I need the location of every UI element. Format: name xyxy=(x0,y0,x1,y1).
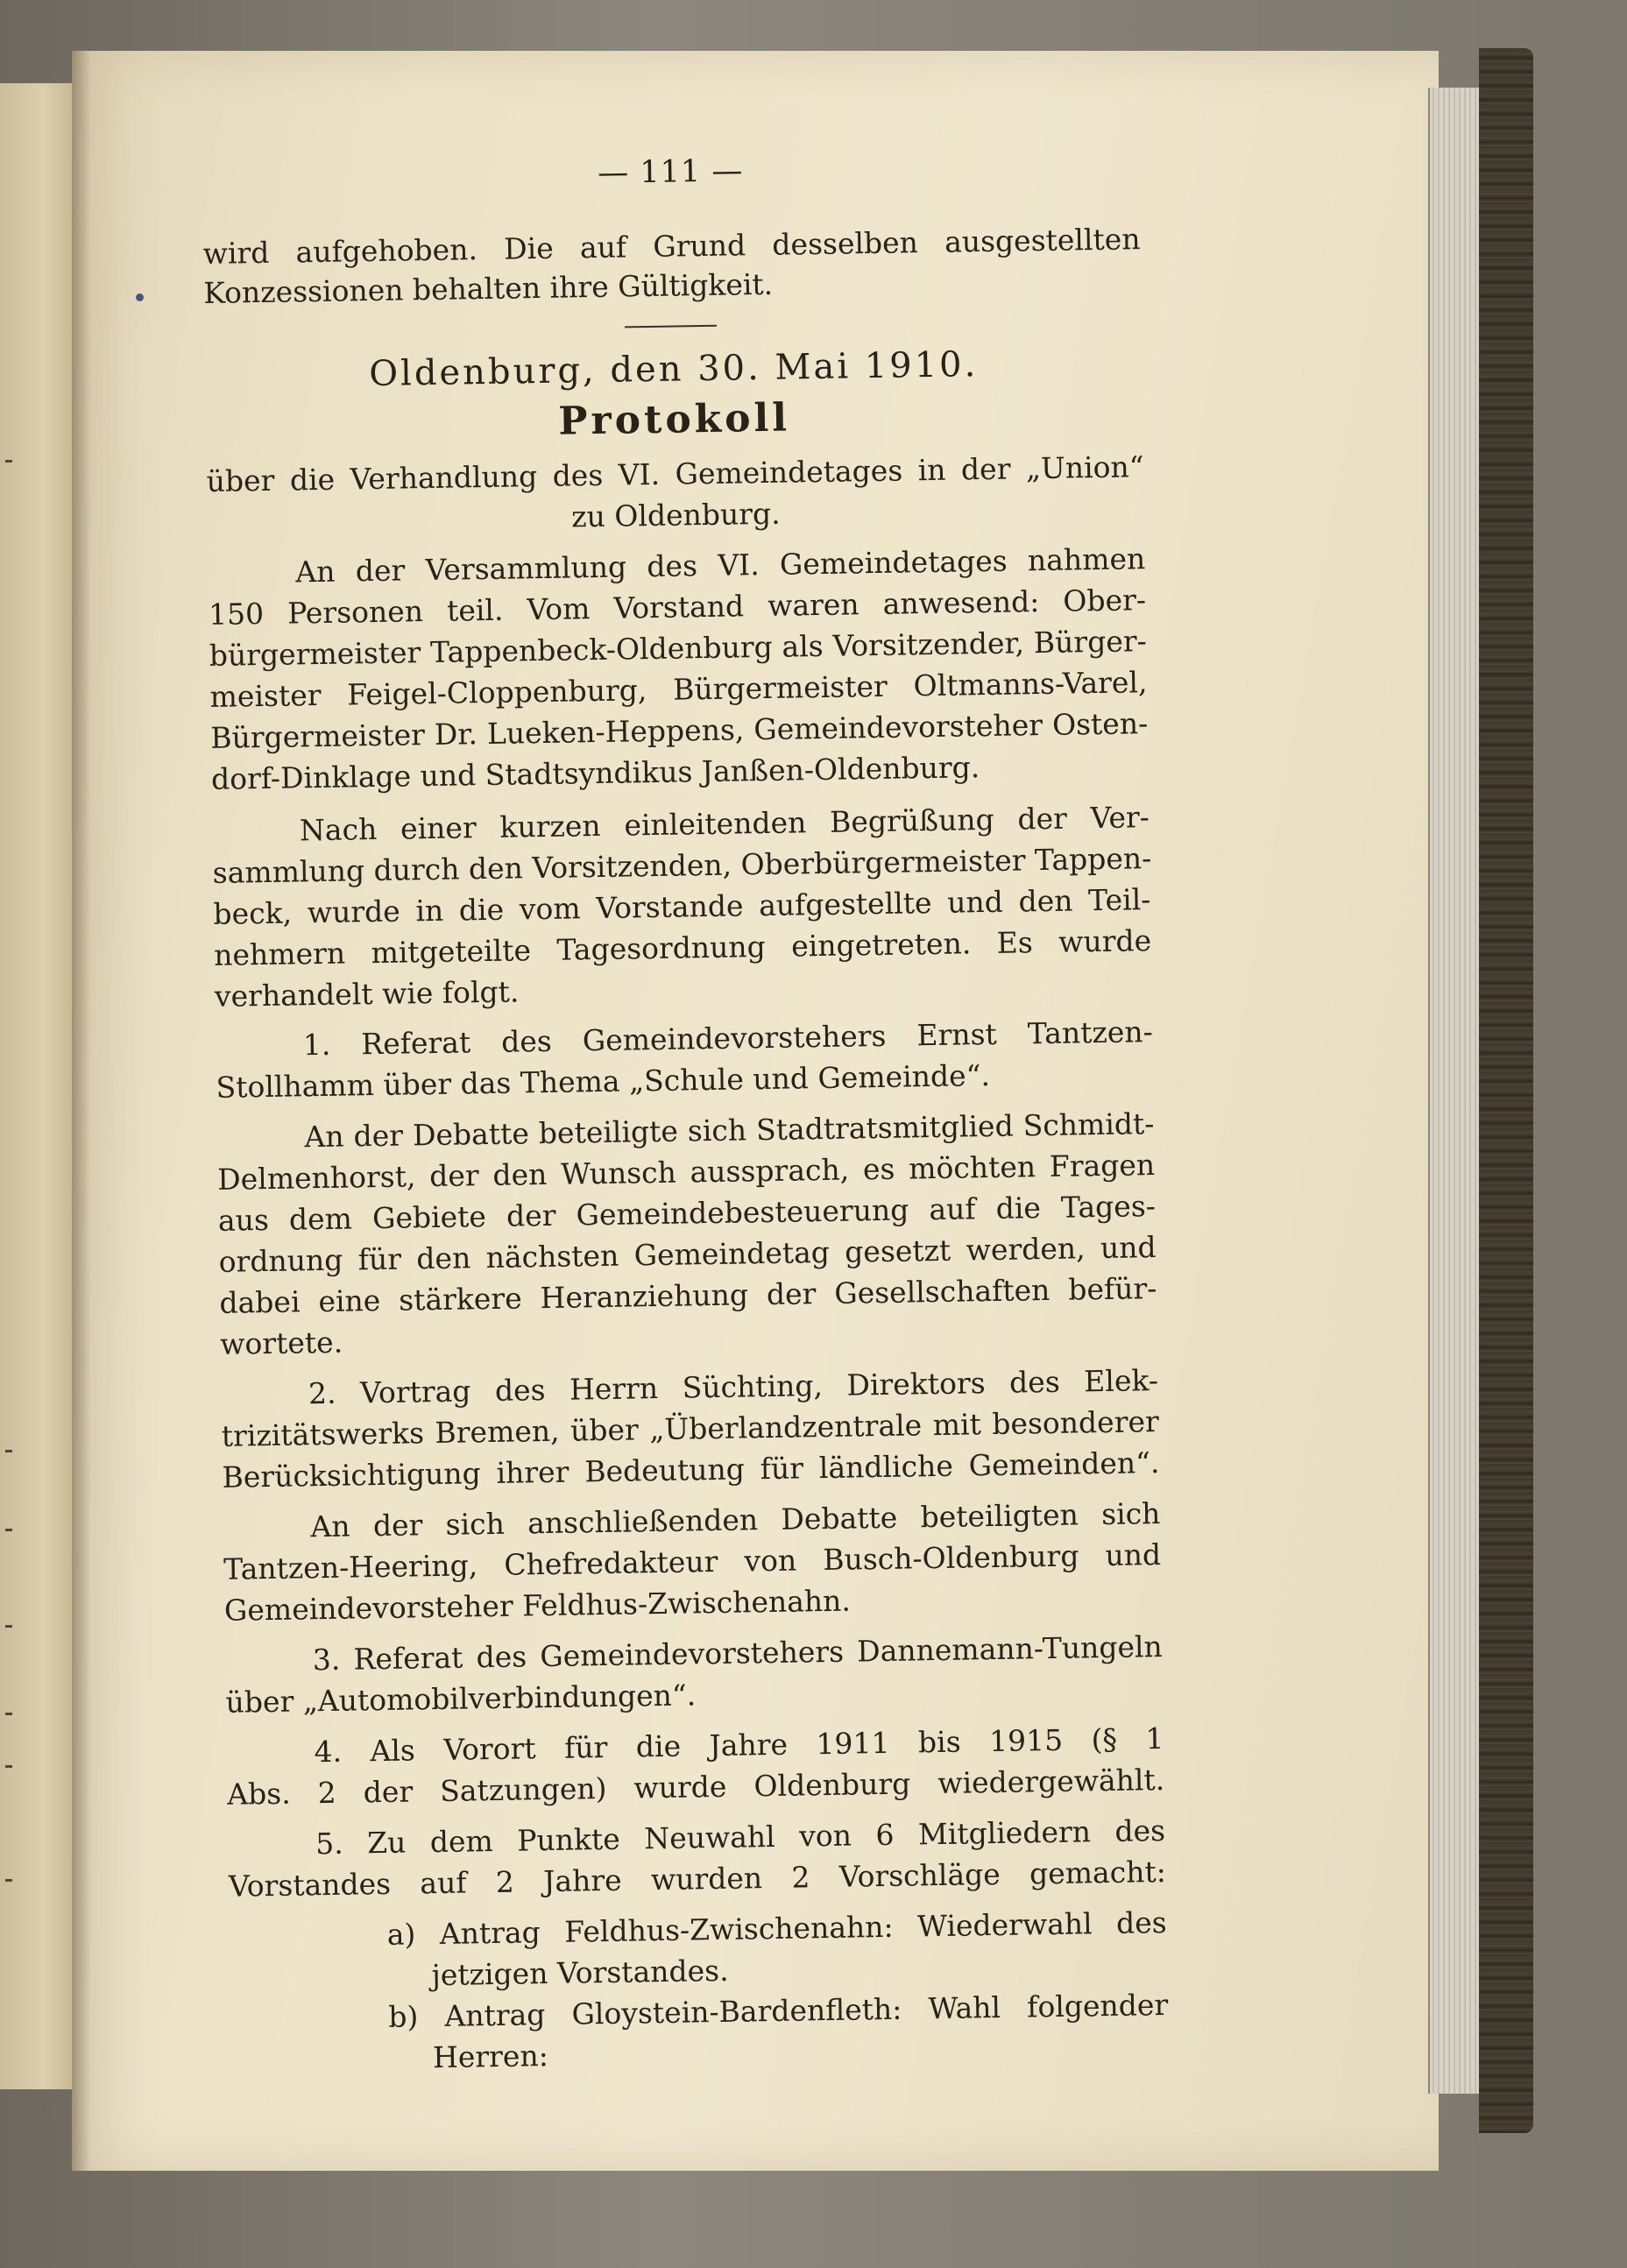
text-line: bürgermeister Tappenbeck-Oldenburg als Vorsitzender, Bürger- xyxy=(209,624,1148,673)
text-line: sammlung durch den Vorsitzenden, Oberbürgermeister Tappen- xyxy=(212,841,1152,890)
text-line: dabei eine stärkere Heranziehung der Gesellschaften befür- xyxy=(219,1271,1157,1320)
page-stack-edge xyxy=(1428,88,1482,2094)
agenda-item-5: 5. Zu dem Punkte Neuwahl von 6 Mitgliedern des xyxy=(315,1812,1166,1862)
text-line: aus dem Gebiete der Gemeindebesteuerung auf die Tages- xyxy=(217,1189,1157,1238)
proposal-b: b) Antrag Gloystein-Bardenfleth: Wahl folgender xyxy=(387,1987,1169,2034)
text-line: Konzessionen behalten ihre Gültigkeit. xyxy=(203,266,774,310)
agenda-item-2: trizitätswerks Bremen, über „Überlandzentrale mit besonderer xyxy=(221,1404,1160,1453)
text-line: An der Versammlung des VI. Gemeindetages nahmen xyxy=(295,541,1146,590)
page-number: — 111 — xyxy=(597,153,744,191)
agenda-item-2: Berücksichtigung ihrer Bedeutung für ländliche Gemeinden“. xyxy=(222,1445,1160,1494)
book-cover-edge xyxy=(1479,48,1533,2133)
ink-smudge xyxy=(136,293,144,301)
agenda-item-4: Abs. 2 der Satzungen) wurde Oldenburg wiedergewählt. xyxy=(226,1762,1165,1812)
proposal-a: jetzigen Vorstandes. xyxy=(431,1953,729,1993)
text-line: Tantzen-Heering, Chefredakteur von Busch-Oldenburg und xyxy=(223,1537,1162,1586)
text-line: wortete. xyxy=(219,1325,343,1361)
text-line: 150 Personen teil. Vom Vorstand waren anwesend: Ober- xyxy=(208,583,1147,632)
document-subheading: zu Oldenburg. xyxy=(570,496,781,534)
page-gutter xyxy=(72,51,91,2171)
proposal-a: a) Antrag Feldhus-Zwischenahn: Wiederwahl des xyxy=(386,1904,1168,1952)
text-line: Gemeindevorsteher Feldhus-Zwischenahn. xyxy=(223,1583,852,1628)
text-line: meister Feigel-Cloppenburg, Bürgermeister Oltmanns-Varel, xyxy=(209,665,1148,714)
text-line: Nach einer kurzen einleitenden Begrüßung der Ver- xyxy=(299,800,1150,848)
text-line: wird aufgehoben. Die auf Grund desselben ausgestellten xyxy=(202,222,1141,271)
document-subheading: über die Verhandlung des VI. Gemeindetages in der „Union“ xyxy=(206,449,1144,498)
place-date: Oldenburg, den 30. Mai 1910. xyxy=(368,344,979,395)
agenda-item-3: 3. Referat des Gemeindevorstehers Dannemann-Tungeln xyxy=(312,1629,1164,1678)
agenda-item-2: 2. Vortrag des Herrn Süchting, Direktors des Elek- xyxy=(308,1363,1159,1411)
text-line: Bürgermeister Dr. Lueken-Heppens, Gemeindevorsteher Osten- xyxy=(210,706,1149,755)
text-line: Delmenhorst, der den Wunsch aussprach, es möchten Fragen xyxy=(216,1148,1156,1197)
agenda-item-3: über „Automobilverbindungen“. xyxy=(225,1678,697,1720)
text-line: An der Debatte beteiligte sich Stadtratsmitglied Schmidt- xyxy=(304,1106,1155,1155)
text-line: verhandelt wie folgt. xyxy=(214,974,520,1014)
agenda-item-1: 1. Referat des Gemeindevorstehers Ernst Tantzen- xyxy=(302,1014,1154,1063)
left-page-edge xyxy=(0,83,74,2089)
text-line: beck, wurde in die vom Vorstande aufgestellte und den Teil- xyxy=(213,882,1151,931)
document-heading: Protokoll xyxy=(558,395,791,444)
text-line: dorf-Dinklage und Stadtsyndikus Janßen-Oldenburg. xyxy=(210,750,980,796)
text-line: An der sich anschließenden Debatte beteiligten sich xyxy=(310,1496,1161,1544)
agenda-item-5: Vorstandes auf 2 Jahre wurden 2 Vorschläge gemacht: xyxy=(228,1854,1167,1904)
agenda-item-4: 4. Als Vorort für die Jahre 1911 bis 1915 (§ 1 xyxy=(314,1720,1164,1770)
text-line: ordnung für den nächsten Gemeindetag gesetzt werden, und xyxy=(218,1230,1157,1279)
agenda-item-1: Stollhamm über das Thema „Schule und Gemeinde“. xyxy=(216,1057,991,1105)
left-page-marks xyxy=(0,83,72,2089)
text-line: nehmern mitgeteilte Tagesordnung eingetreten. Es wurde xyxy=(213,923,1152,972)
proposal-b: Herren: xyxy=(432,2038,549,2075)
